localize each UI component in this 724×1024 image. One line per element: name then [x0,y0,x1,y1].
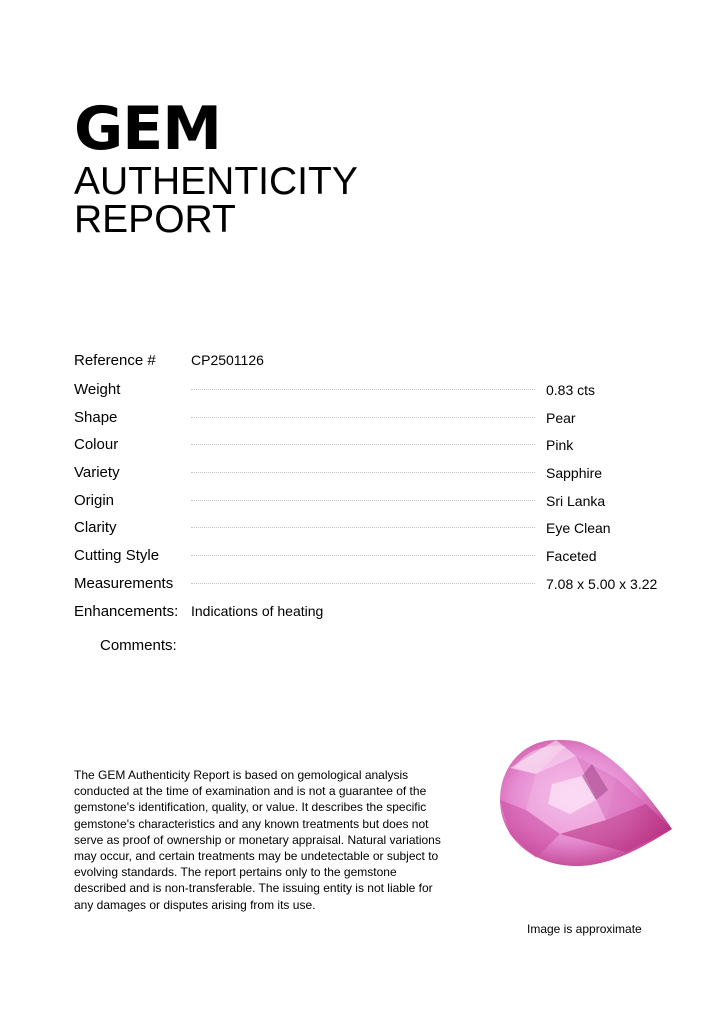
dotted-leader [191,555,535,556]
detail-value: Sri Lanka [546,492,606,509]
dotted-leader [191,500,535,501]
detail-value: 0.83 cts [546,382,596,398]
pink-pear-gemstone-icon [496,734,676,874]
detail-label: Clarity [74,519,117,537]
reference-label: Reference # [74,352,156,369]
reference-row [74,352,674,372]
enhancements-row [74,603,674,623]
reference-value: CP2501126 [191,352,264,368]
details-list [74,380,674,602]
detail-value: 7.08 x 5.00 x 3.22 [546,575,658,592]
comments-label: Comments: [100,637,177,654]
detail-row-cutting-style [74,546,674,574]
subtitle-line-2: REPORT [74,198,236,241]
detail-label: Weight [74,381,121,398]
dotted-leader [191,583,535,584]
detail-value: Pear [546,409,576,426]
dotted-leader [191,417,535,418]
enhancements-value: Indications of heating [191,603,324,619]
title-gem: GEM [74,94,221,164]
detail-label: Measurements [74,574,174,592]
detail-row-origin [74,491,674,519]
disclaimer-text: The GEM Authenticity Report is based on gemological analysis conducted at the time of examination and is not a guarantee of the gemstone's identification, quality, or value. It describes the specific gemstone's characteristics and any known treatments but does not serve as proof of ownership or monetary appraisal. Natural variations may occur, and certain treatments may be undetectable or subject to evolving standards. The report pertains only to the gemstone described and is non-transferable. The issuing entity is not liable for any damages or disputes arising from its use. [74,768,441,912]
detail-value: Faceted [546,548,597,565]
dotted-leader [191,444,535,445]
dotted-leader [191,389,535,390]
detail-row-variety [74,463,674,491]
detail-label: Origin [74,491,115,509]
detail-label: Variety [74,464,120,482]
detail-value: Sapphire [546,465,603,482]
detail-label: Shape [74,408,118,426]
detail-row-colour [74,435,674,463]
detail-label: Cutting Style [74,547,160,565]
detail-row-clarity [74,518,674,546]
detail-row-weight [74,380,674,408]
report-subtitle [74,160,358,241]
detail-row-shape [74,408,674,436]
detail-row-measurements [74,574,674,602]
detail-value: Pink [546,437,574,454]
dotted-leader [191,527,535,528]
dotted-leader [191,472,535,473]
detail-label: Colour [74,436,119,454]
detail-value: Eye Clean [546,520,611,537]
subtitle-line-1: AUTHENTICITY [74,160,358,203]
image-caption: Image is approximate [527,922,642,936]
enhancements-label: Enhancements: [74,603,179,620]
